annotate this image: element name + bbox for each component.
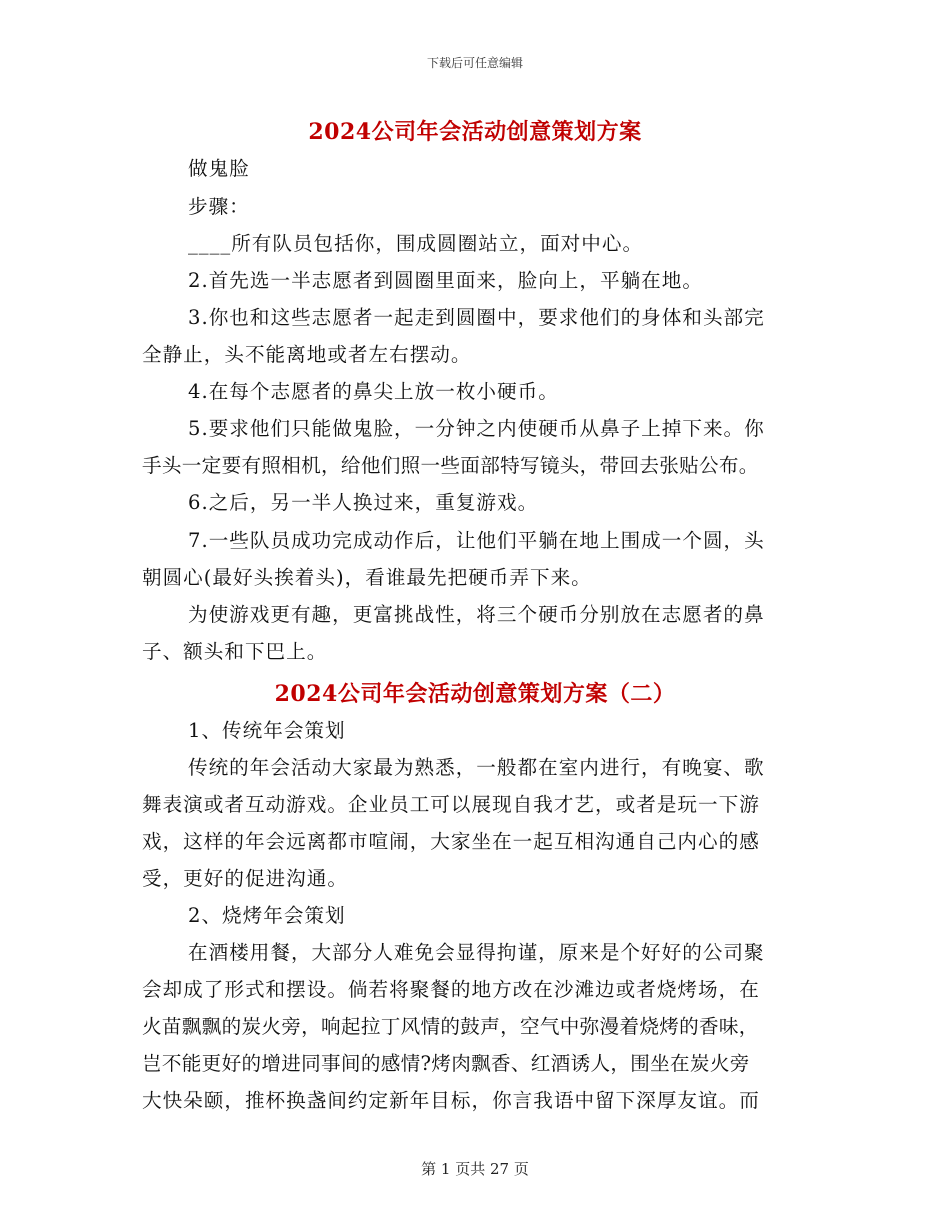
body-line: 会却成了形式和摆设。倘若将聚餐的地方改在沙滩边或者烧烤场，在 [142, 978, 760, 1001]
body-line: 受，更好的促进沟通。 [142, 867, 348, 890]
body-line: 火苗飘飘的炭火旁，响起拉丁风情的鼓声，空气中弥漫着烧烤的香味， [142, 1015, 759, 1038]
body-line: 子、额头和下巴上。 [142, 640, 328, 663]
body-line: 6.之后，另一半人换过来，重复游戏。 [188, 491, 539, 514]
body-line: 5.要求他们只能做鬼脸，一分钟之内使硬币从鼻子上掉下来。你 [188, 417, 765, 440]
body-line: 做鬼脸 [188, 157, 250, 180]
body-line: 2、烧烤年会策划 [188, 904, 346, 927]
body-line: 全静止，头不能离地或者左右摆动。 [142, 343, 472, 366]
body-line: 手头一定要有照相机，给他们照一些面部特写镜头，带回去张贴公布。 [142, 454, 759, 477]
body-line: ____所有队员包括你，围成圆圈站立，面对中心。 [188, 232, 644, 255]
body-line: 舞表演或者互动游戏。企业员工可以展现自我才艺，或者是玩一下游 [142, 793, 760, 816]
body-line: 3.你也和这些志愿者一起走到圆圈中，要求他们的身体和头部完 [188, 306, 765, 329]
page-footer: 第 1 页共 27 页 [421, 1160, 529, 1178]
body-line: 戏，这样的年会远离都市喧闹，大家坐在一起互相沟通自己内心的感 [142, 830, 760, 853]
section-title: 2024公司年会活动创意策划方案（二） [274, 681, 676, 707]
document-title: 2024公司年会活动创意策划方案 [308, 119, 642, 145]
body-line: 1、传统年会策划 [188, 719, 346, 742]
page-header-note: 下载后可任意编辑 [426, 56, 523, 70]
body-line: 朝圆心(最好头挨着头)，看谁最先把硬币弄下来。 [142, 566, 592, 589]
body-line: 岂不能更好的增进同事间的感情?烤肉飘香、红酒诱人，围坐在炭火旁 [142, 1052, 750, 1075]
body-line: 步骤： [188, 195, 250, 218]
body-line: 在酒楼用餐，大部分人难免会显得拘谨，原来是个好好的公司聚 [188, 941, 765, 964]
body-line: 2.首先选一半志愿者到圆圈里面来，脸向上，平躺在地。 [188, 269, 703, 292]
body-line: 为使游戏更有趣，更富挑战性，将三个硬币分别放在志愿者的鼻 [188, 603, 765, 626]
body-line: 传统的年会活动大家最为熟悉，一般都在室内进行，有晚宴、歌 [188, 756, 765, 779]
body-line: 4.在每个志愿者的鼻尖上放一枚小硬币。 [188, 380, 559, 403]
body-line: 7.一些队员成功完成动作后，让他们平躺在地上围成一个圆，头 [188, 529, 765, 552]
body-line: 大快朵颐，推杯换盏间约定新年目标，你言我语中留下深厚友谊。而 [142, 1089, 760, 1112]
